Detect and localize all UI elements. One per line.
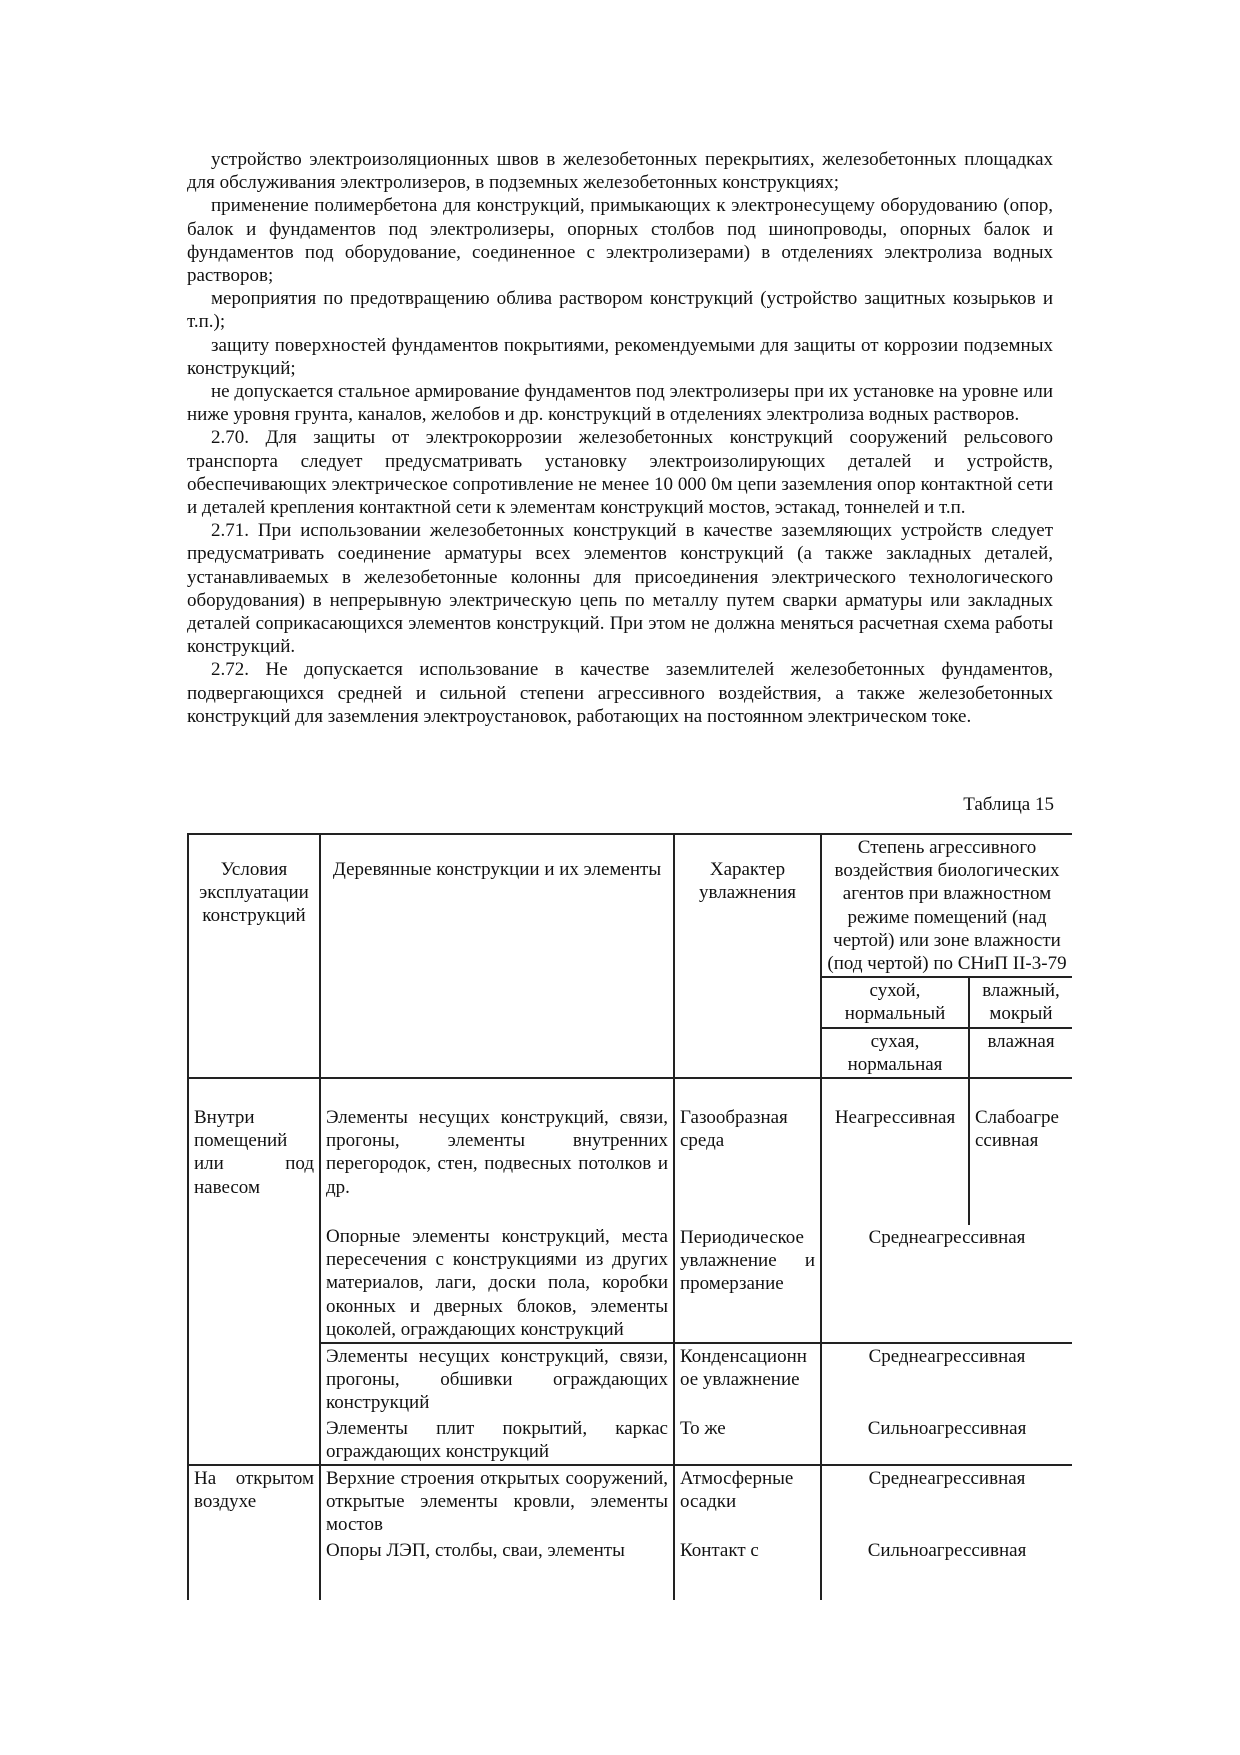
cell-elements: Опорные элементы конструкций, места пересечения с конструкциями из других материалов, лаги, доски пола, коробки оконных и дверных блоков, элементы цоколей, ограждающих конструкций bbox=[320, 1225, 674, 1343]
cell-degree-wet: Слабоагре ссивная bbox=[969, 1105, 1072, 1225]
header-row bbox=[188, 834, 1072, 977]
paragraph: устройство электроизоляционных швов в железобетонных перекрытиях, железобетонных площадках для обслуживания электролизеров, в подземных железобетонных конструкциях; bbox=[187, 149, 1053, 194]
paragraph: 2.71. При использовании железобетонных конструкций в качестве заземляющих устройств следует предусматривать соединение арматуры всех элементов конструкций (а также закладных деталей, устанавливаемых в железобетонные колонны для присоединения электрического технологического оборудования) в непрерывную электрическую цепь по металлу путем сварки арматуры или закладных деталей соприкасающихся элементов конструкций. При этом не должна меняться расчетная схема работы конструкций. bbox=[187, 520, 1053, 658]
cell-elements: Элементы плит покрытий, каркас ограждающих конструкций bbox=[320, 1416, 674, 1465]
paragraph: 2.72. Не допускается использование в качестве заземлителей железобетонных фундаментов, подвергающихся средней и сильной степени агрессивного воздействия, а также железобетонных конструкций для заземления электроустановок, работающих на постоянном электрическом токе. bbox=[187, 659, 1053, 727]
cell-degree: Сильноагрессивная bbox=[821, 1538, 1072, 1600]
cell-conditions bbox=[188, 1225, 320, 1343]
body-text bbox=[187, 148, 1053, 728]
header-humidity: Характер увлажнения bbox=[674, 834, 821, 1078]
cell-humidity: То же bbox=[674, 1416, 821, 1465]
cell-degree: Среднеагрессивная bbox=[821, 1465, 1072, 1538]
paragraph: мероприятия по предотвращению облива раствором конструкций (устройство защитных козырьков и т.п.); bbox=[187, 288, 1053, 333]
cell-humidity: Газообразная среда bbox=[674, 1105, 821, 1225]
cell-humidity: Конденсационн ое увлажнение bbox=[674, 1343, 821, 1416]
cell-conditions bbox=[188, 1538, 320, 1600]
table-cell bbox=[969, 1078, 1072, 1105]
cell-conditions: На открытом воздухе bbox=[188, 1465, 320, 1538]
header-wet-zone: влажная bbox=[969, 1028, 1072, 1078]
cell-humidity: Контакт с bbox=[674, 1538, 821, 1600]
table-container bbox=[187, 833, 1072, 1696]
table-caption: Таблица 15 bbox=[963, 794, 1054, 815]
cell-elements: Элементы несущих конструкций, связи, прогоны, обшивки ограждающих конструкций bbox=[320, 1343, 674, 1416]
cell-degree-dry: Неагрессивная bbox=[821, 1105, 969, 1225]
data-table bbox=[187, 833, 1072, 1600]
cell-degree: Среднеагрессивная bbox=[821, 1225, 1072, 1343]
header-elements: Деревянные конструкции и их элементы bbox=[320, 834, 674, 1078]
table-cell bbox=[821, 1078, 969, 1105]
cell-elements: Элементы несущих конструкций, связи, прогоны, элементы внутренних перегородок, стен, подвесных потолков и др. bbox=[320, 1105, 674, 1225]
cell-elements: Верхние строения открытых сооружений, открытые элементы кровли, элементы мостов bbox=[320, 1465, 674, 1538]
paragraph: 2.70. Для защиты от электрокоррозии железобетонных конструкций сооружений рельсового транспорта следует предусматривать установку электроизолирующих деталей и устройств, обеспечивающих электрическое сопротивление не менее 10 000 0м цепи заземления опор контактной сети и деталей крепления контактной сети к элементам конструкций мостов, эстакад, тоннелей и т.п. bbox=[187, 427, 1053, 519]
cell-degree: Сильноагрессивная bbox=[821, 1416, 1072, 1465]
table-cell bbox=[188, 1078, 320, 1105]
header-conditions: Условия эксплуатации конструкций bbox=[188, 834, 320, 1078]
paragraph: защиту поверхностей фундаментов покрытиями, рекомендуемыми для защиты от коррозии подземных конструкций; bbox=[187, 334, 1053, 379]
header-dry-regime: сухой, нормальный bbox=[821, 977, 969, 1027]
cell-humidity: Периодическое увлажнение и промерзание bbox=[674, 1225, 821, 1343]
table-row bbox=[188, 1465, 1072, 1538]
header-degree: Степень агрессивного воздействия биологических агентов при влажностном режиме помещений (над чертой) или зоне влажности (под чертой) по СНиП II-3-79 bbox=[821, 834, 1072, 977]
header-dry-zone: сухая, нормальная bbox=[821, 1028, 969, 1078]
table-row bbox=[188, 1225, 1072, 1343]
table-row bbox=[188, 1538, 1072, 1600]
table-row bbox=[188, 1416, 1072, 1465]
table-row bbox=[188, 1343, 1072, 1416]
paragraph: не допускается стальное армирование фундаментов под электролизеры при их установке на уровне или ниже уровня грунта, каналов, желобов и др. конструкций в отделениях электролиза водных растворов. bbox=[187, 381, 1053, 426]
header-wet-regime: влажный, мокрый bbox=[969, 977, 1072, 1027]
spacer-row bbox=[188, 1078, 1072, 1105]
table-cell bbox=[320, 1078, 674, 1105]
table-cell bbox=[674, 1078, 821, 1105]
cell-degree: Среднеагрессивная bbox=[821, 1343, 1072, 1416]
cell-elements: Опоры ЛЭП, столбы, сваи, элементы bbox=[320, 1538, 674, 1600]
paragraph: применение полимербетона для конструкций, примыкающих к электронесущему оборудованию (опор, балок и фундаментов под электролизеры, опорных столбов под шинопроводы, опорных балок и фундаментов под оборудование, соединенное с электролизерами) в отделениях электролиза водных растворов; bbox=[187, 195, 1053, 287]
cell-humidity: Атмосферные осадки bbox=[674, 1465, 821, 1538]
cell-conditions bbox=[188, 1343, 320, 1416]
table-row bbox=[188, 1105, 1072, 1225]
cell-conditions: Внутри помещений или под навесом bbox=[188, 1105, 320, 1225]
cell-conditions bbox=[188, 1416, 320, 1465]
